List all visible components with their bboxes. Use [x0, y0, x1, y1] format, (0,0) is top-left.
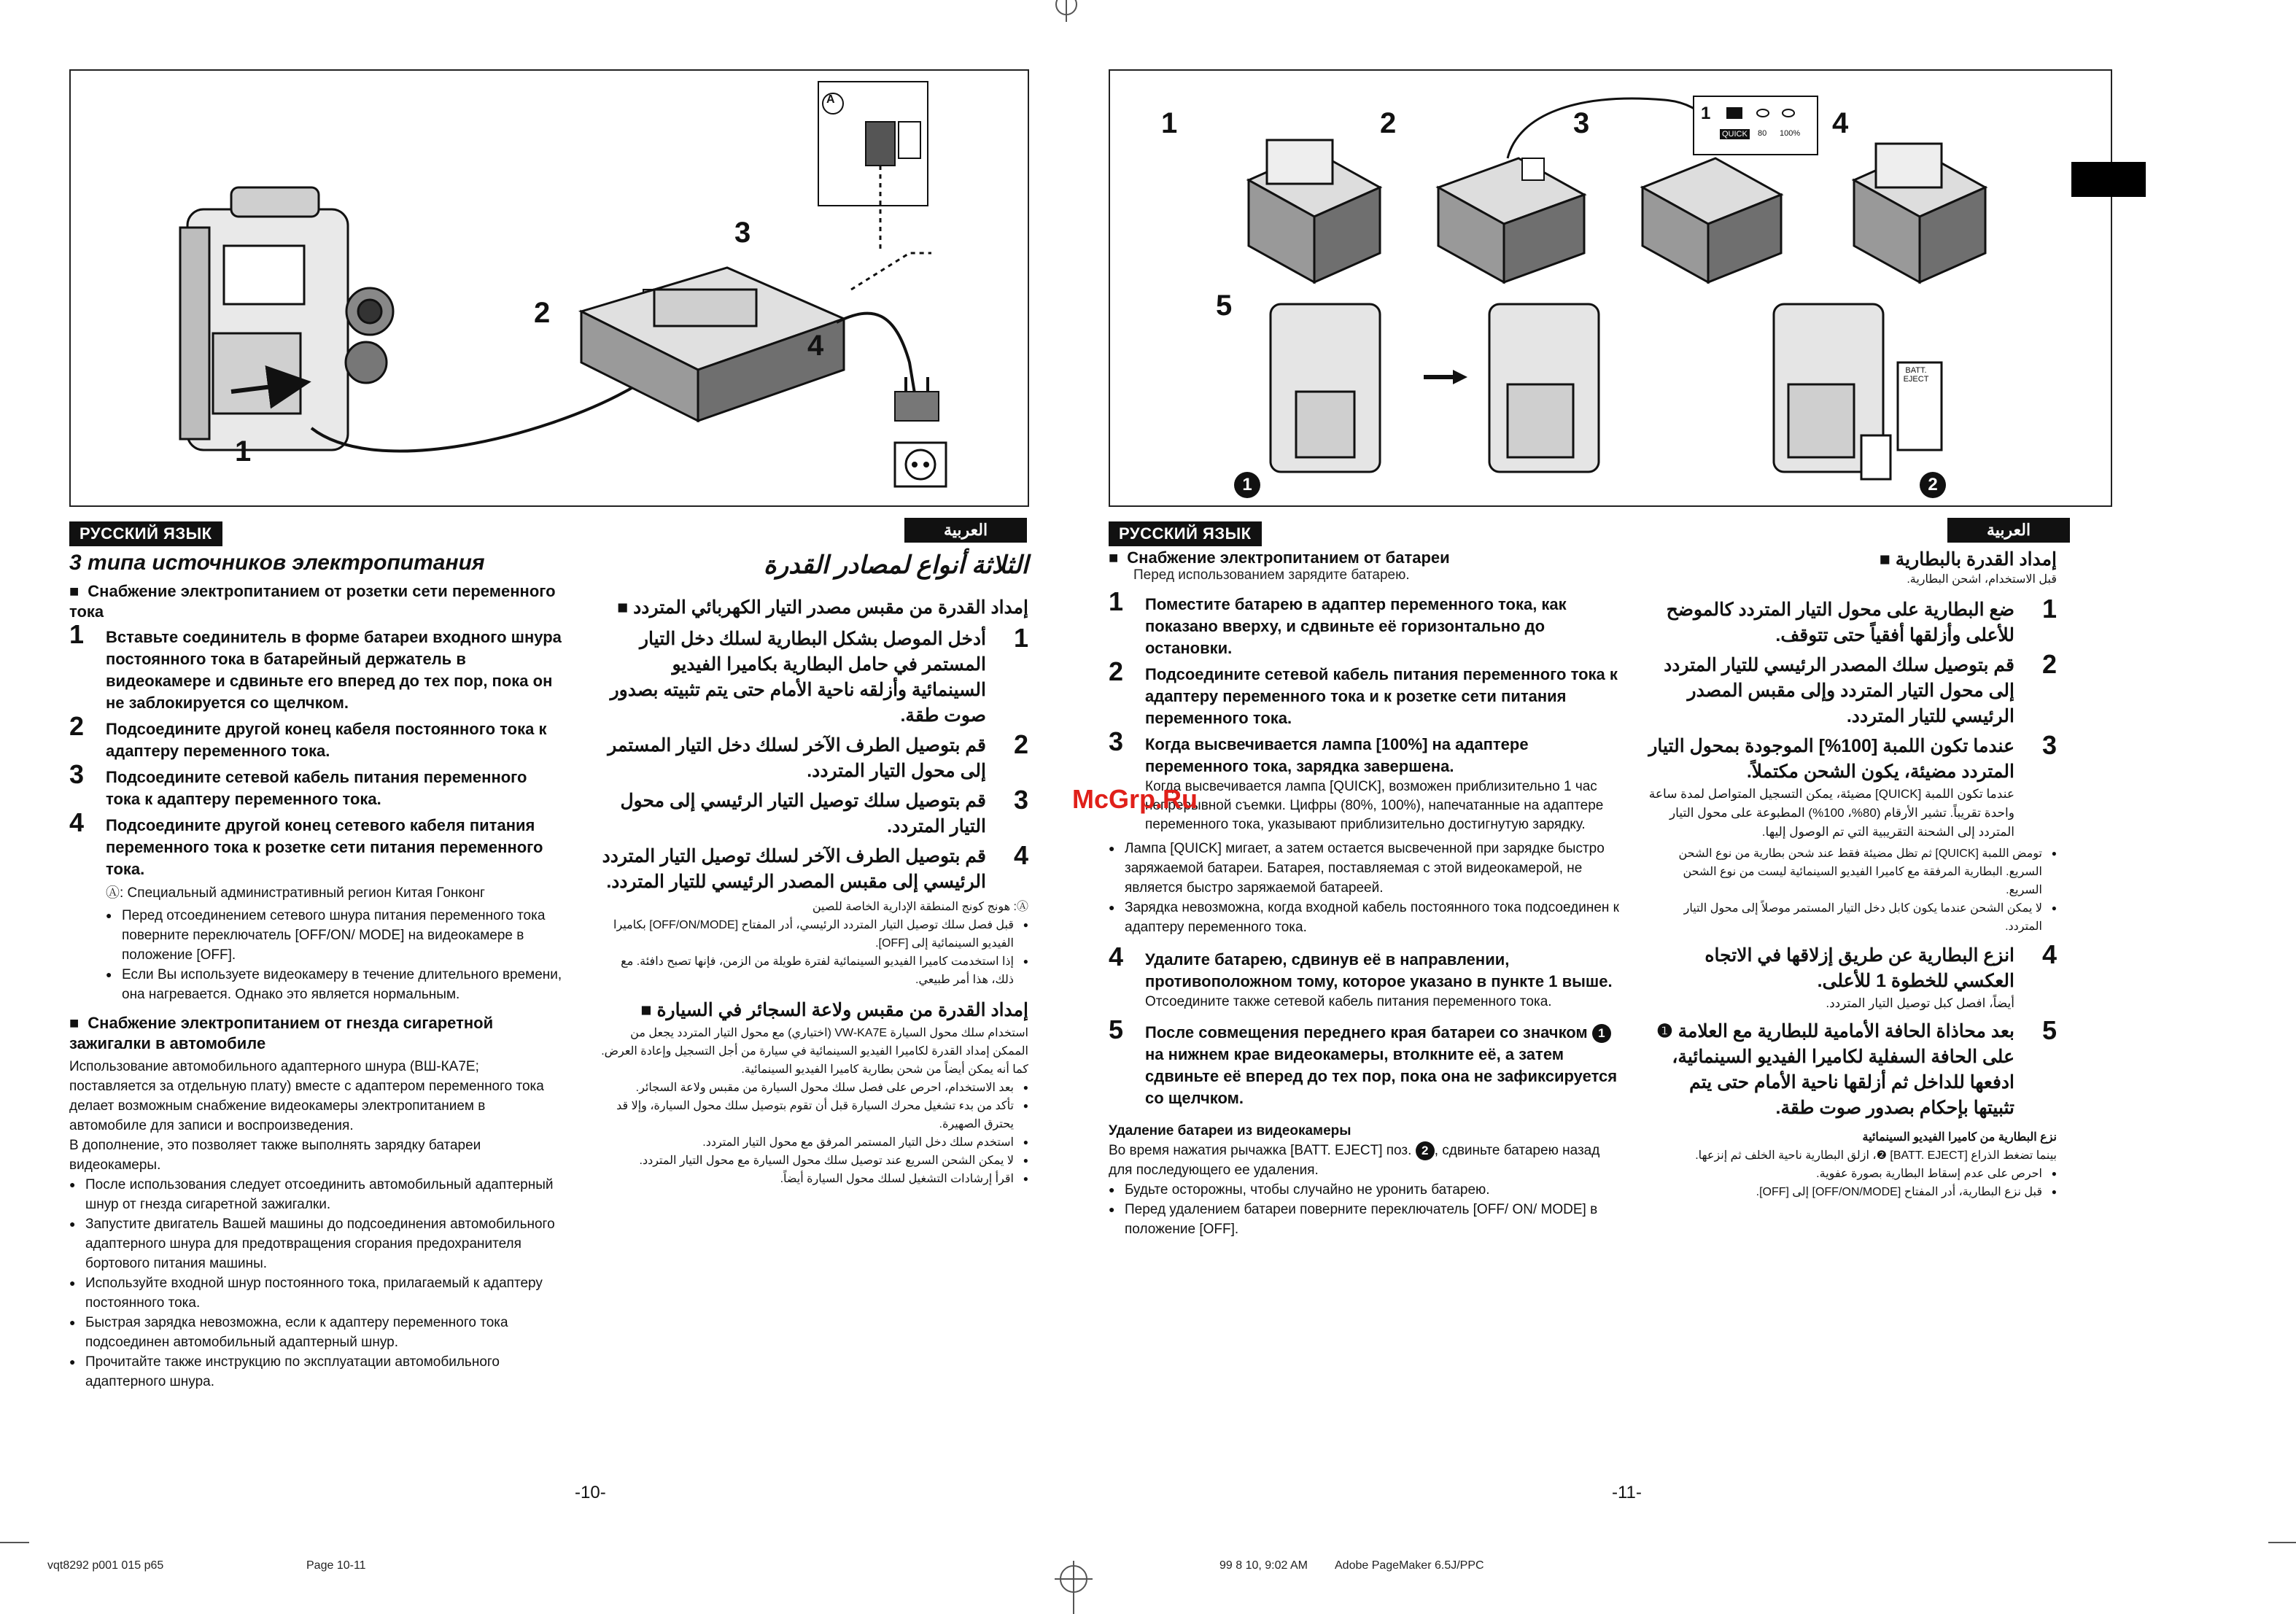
illustration-label-3: 3: [1573, 107, 1590, 139]
step-number: 5: [2041, 1015, 2057, 1045]
note-item: ● احرص على عدم إسقاط البطارية بصورة عفوية.: [1648, 1165, 2057, 1183]
marker-2-inline: 2: [1416, 1141, 1435, 1160]
step-text: Вставьте соединитель в форме батареи входного шнура постоянного тока в батарейный держатель в видеокамере и сдвиньте его вперед до тех пор, пока он не заблокируется со щелчком.: [106, 628, 562, 712]
step-text: قم بتوصيل الطرف الآخر لسلك دخل التيار المستمر إلى محول التيار المتردد.: [608, 735, 986, 781]
note-item: ● Используйте входной шнур постоянного тока, прилагаемый к адаптеру постоянного тока.: [69, 1273, 565, 1313]
lamp-panel-label-1: 1: [1701, 104, 1711, 123]
note-item: ● لا يمكن الشحن عندما يكون كابل دخل التيار المستمر موصلاً إلى محول التيار المتردد.: [1648, 899, 2057, 936]
step-text: Подсоедините сетевой кабель питания переменного тока к адаптеру переменного тока.: [106, 768, 527, 808]
step-text: Подсоедините другой конец сетевого кабеля питания переменного тока к розетке сети питания переменного тока.: [106, 816, 543, 878]
page-number-left: -10-: [575, 1483, 606, 1502]
step-number: 4: [1013, 840, 1028, 870]
arabic-car-paragraph: استخدام سلك محول السيارة VW-KA7E (اختياري) مع محول التيار المتردد يجعل من الممكن إمداد القدرة لكاميرا الفيديو السينمائية في سيارة من أجل التسجيل وإعادة العرض. كما أنه يمكن أيضاً من شحن بطارية كاميرا الفيديو السينمائية.: [601, 1027, 1028, 1076]
note-item: ● لا يمكن الشحن السريع عند توصيل سلك محول السيارة مع محول التيار المتردد.: [598, 1152, 1028, 1170]
car-paragraph-2: В дополнение, это позволяет также выполнять зарядку батареи видеокамеры.: [69, 1138, 481, 1173]
lamp-label-80: 80: [1758, 129, 1767, 138]
note-item: ● Если Вы используете видеокамеру в течение длительного времени, она нагревается. Однако это является нормальным.: [106, 965, 565, 1004]
step-number: 3: [69, 759, 85, 789]
step-text: بعد محاذاة الحافة الأمامية للبطارية مع العلامة ❶ على الحافة السفلية لكاميرا الفيديو السينمائية، ادفعها للداخل ثم أزلقها ناحية الأمام حتى يتم تثبيتها بإحكام بصدور صوت طقة.: [1656, 1021, 2014, 1118]
step-number: 2: [2041, 649, 2057, 679]
note-hong-kong: Ⓐ: Специальный административный регион Китая Гонконг: [106, 885, 485, 901]
arabic-section-battery: إمداد القدرة بالبطارية ■: [1648, 548, 2057, 570]
lamp-label-100: 100%: [1780, 129, 1801, 138]
step-text: قم بتوصيل سلك توصيل التيار الرئيسي إلى محول التيار المتردد.: [620, 791, 986, 837]
note-item: ● تأكد من بدء تشغيل محرك السيارة قبل أن تقوم بتوصيل سلك محول السيارة، وإلا قد يحترق الصهيرة.: [598, 1097, 1028, 1133]
footer-page: Page 10-11: [306, 1559, 366, 1572]
note-item: ● تومض اللمبة [QUICK] ثم تظل مضيئة فقط عند شحن بطارية من نوع الشحن السريع. البطارية المرفقة مع كاميرا الفيديو السينمائية ليست من نوع الشحن السريع.: [1648, 845, 2057, 899]
step-text: Когда высвечивается лампа [100%] на адаптере переменного тока, зарядка завершена.: [1145, 735, 1529, 775]
section-heading-battery: ■ Снабжение электропитанием от батареи: [1109, 548, 1626, 567]
step-number: 3: [1109, 726, 1124, 756]
note-item: ● قبل نزع البطارية، أدر المفتاح [OFF/ON/MODE] إلى [OFF].: [1648, 1183, 2057, 1201]
section-subtitle: Перед использованием зарядите батарею.: [1133, 567, 1410, 583]
illustration-label-a: A: [826, 93, 835, 106]
page-number-right: -11-: [1612, 1483, 1642, 1502]
note-item: ● Быстрая зарядка невозможна, если к адаптеру переменного тока подсоединен автомобильный адаптерный шнур.: [69, 1313, 565, 1352]
section-heading-ac: ■ Снабжение электропитанием от розетки сети переменного тока: [69, 581, 565, 622]
step-text: انزع البطارية عن طريق إزلاقها في الاتجاه العكسي للخطوة 1 للأعلى.: [1704, 945, 2014, 991]
step-text: Поместите батарею в адаптер переменного тока, как показано вверху, и сдвиньте её горизонтально до остановки.: [1145, 595, 1567, 657]
batt-eject-label: BATT. EJECT: [1903, 366, 1929, 384]
step-number: 3: [1013, 785, 1028, 815]
remove-text-a: Во время нажатия рычажка [BATT. EJECT] поз.: [1109, 1143, 1412, 1158]
step-note: أيضاً، افصل كبل توصيل التيار المتردد.: [1826, 996, 2014, 1010]
marker-1: 1: [1234, 472, 1260, 498]
step-number: 2: [1109, 656, 1124, 686]
footer-date: 99 8 10, 9:02 AM: [1219, 1559, 1308, 1572]
car-paragraph: Использование автомобильного адаптерного шнура (ВШ-КА7Е; поставляется за отдельную плату) вместе с адаптером переменного тока делает возможным снабжение видеокамеры электропитанием в автомобиле для записи и воспроизведения.: [69, 1059, 544, 1133]
step-text: Подсоедините другой конец кабеля постоянного тока к адаптеру переменного тока.: [106, 720, 547, 760]
note-item: ● قبل فصل سلك توصيل التيار المتردد الرئيسي، أدر المفتاح [OFF/ON/MODE] بكاميرا الفيديو السينمائية إلى [OFF].: [598, 916, 1028, 953]
lang-tag-russian: РУССКИЙ ЯЗЫК: [1109, 521, 1262, 546]
arabic-remove-heading: نزع البطارية من كاميرا الفيديو السينمائية: [1862, 1131, 2057, 1144]
note-item: ● Перед отсоединением сетевого шнура питания переменного тока поверните переключатель [OFF/ON/ MODE] на видеокамере в положение [OFF].: [106, 906, 565, 965]
lang-tag-russian: РУССКИЙ ЯЗЫК: [69, 521, 222, 546]
step-note: عندما تكون اللمبة [QUICK] مضيئة، يمكن التسجيل المتواصل لمدة ساعة واحدة تقريباً. تشير الأرقام (80%، 100%) المطبوعة على محول التيار المتردد إلى الشحنة التقريبية التي تم الوصول إليها.: [1648, 787, 2014, 839]
step-number: 1: [1013, 623, 1028, 653]
arabic-section-car: إمداد القدرة من مقبس ولاعة السجائر في السيارة ■: [598, 999, 1028, 1021]
lang-tag-arabic: العربية: [1947, 518, 2070, 543]
note-item: ● Запустите двигатель Вашей машины до подсоединения автомобильного адаптерного шнура для предотвращения сгорания предохранителя бортового питания машины.: [69, 1214, 565, 1273]
watermark: McGrp.Ru: [1072, 784, 1198, 814]
illustration-label-4: 4: [1832, 107, 1849, 139]
note-item: ● اقرأ إرشادات التشغيل لسلك محول السيارة أيضاً.: [598, 1170, 1028, 1188]
step-text: ضع البطارية على محول التيار المتردد كالموضح للأعلى وأزلقها أفقياً حتى تتوقف.: [1666, 600, 2014, 645]
step-number: 4: [2041, 939, 2057, 969]
note-item: ● Прочитайте также инструкцию по эксплуатации автомобильного адаптерного шнура.: [69, 1352, 565, 1392]
step-number: 2: [69, 711, 85, 741]
remove-text-b: , сдвиньте батарею назад для последующего ее удаления.: [1109, 1143, 1600, 1178]
marker-1-inline: 1: [1592, 1024, 1611, 1043]
step-number: 1: [2041, 594, 2057, 624]
step-text-a: После совмещения переднего края батареи со значком: [1145, 1023, 1588, 1041]
marker-2: 2: [1920, 472, 1946, 498]
illustration-label-1: 1: [235, 435, 252, 467]
arabic-section-ac: إمداد القدرة من مقبس مصدر التيار الكهربائي المتردد ■: [598, 594, 1028, 621]
page-title: 3 типа источников электропитания: [69, 551, 485, 575]
note-item: ● Зарядка невозможна, когда входной кабель постоянного тока подсоединен к адаптеру переменного тока.: [1109, 898, 1626, 937]
step-number: 1: [1109, 586, 1124, 616]
step-text: أدخل الموصل بشكل البطارية لسلك دخل التيار المستمر في حامل البطارية بكاميرا الفيديو السينمائية وأزلقه ناحية الأمام حتى يتم تثبيته بصدور صوت طقة.: [610, 629, 986, 726]
illustration-label-2: 2: [534, 297, 551, 329]
section-heading-car: ■ Снабжение электропитанием от гнезда сигаретной зажигалки в автомобиле: [69, 1013, 565, 1054]
step-text: Удалите батарею, сдвинув её в направлении, противоположном тому, которое указано в пункте 1 выше.: [1145, 950, 1613, 990]
remove-heading: Удаление батареи из видеокамеры: [1109, 1123, 1351, 1138]
step-note: Отсоедините также сетевой кабель питания переменного тока.: [1145, 994, 1552, 1009]
step-number: 2: [1013, 729, 1028, 759]
step-text: عندما تكون اللمبة [100%] الموجودة بمحول التيار المتردد مضيئة، يكون الشحن مكتملاً.: [1648, 736, 2014, 782]
note-item: ● استخدم سلك دخل التيار المستمر المرفق مع محول التيار المتردد.: [598, 1133, 1028, 1152]
step-number: 5: [1109, 1014, 1124, 1044]
note-item: ● بعد الاستخدام، احرص على فصل سلك محول السيارة من مقبس ولاعة السجائر.: [598, 1079, 1028, 1097]
note-item: ● После использования следует отсоединить автомобильный адаптерный шнур от гнезда сигаретной зажигалки.: [69, 1175, 565, 1214]
footer-app: Adobe PageMaker 6.5J/PPC: [1335, 1559, 1484, 1572]
arabic-remove-text: بينما تضغط الذراع [BATT. EJECT] ❷، ازلق البطارية ناحية الخلف ثم إنزعها.: [1695, 1149, 2057, 1162]
lamp-label-quick: QUICK: [1720, 129, 1750, 139]
note-item: ● Перед удалением батареи поверните переключатель [OFF/ ON/ MODE] в положение [OFF].: [1109, 1200, 1626, 1239]
lang-tag-arabic: العربية: [904, 518, 1027, 543]
step-text: قم بتوصيل الطرف الآخر لسلك توصيل التيار المتردد الرئيسي إلى مقبس المصدر الرئيسي للتيار المتردد.: [602, 846, 986, 892]
illustration-label-3: 3: [734, 217, 751, 249]
step-number: 1: [69, 619, 85, 649]
illustration-label-1: 1: [1161, 107, 1178, 139]
step-text-b: на нижнем крае видеокамеры, втолкните её, а затем сдвиньте её вперед до тех пор, пока она не зафиксируется со щелчком.: [1145, 1045, 1618, 1107]
step-text: قم بتوصيل سلك المصدر الرئيسي للتيار المتردد إلى محول التيار المتردد وإلى مقبس المصدر الرئيسي للتيار المتردد.: [1664, 655, 2014, 726]
note-item: ● إذا استخدمت كاميرا الفيديو السينمائية لفترة طويلة من الزمن، فإنها تصبح دافئة. مع ذلك، هذا أمر طبيعي.: [598, 953, 1028, 989]
arabic-note-hong-kong: Ⓐ: هونج كونج المنطقة الإدارية الخاصة للصين: [812, 901, 1028, 913]
step-note: Когда высвечивается лампа [QUICK], возможен приблизительно 1 час непрерывной съемки. Цифры (80%, 100%), напечатанные на адаптере переменного тока, указывают приблизительно достигнутую зарядку.: [1145, 779, 1604, 832]
arabic-title: الثلاثة أنواع لمصادر القدرة: [763, 551, 1028, 579]
illustration-label-5: 5: [1216, 290, 1233, 322]
illustration-label-4: 4: [807, 330, 824, 362]
step-number: 4: [69, 807, 85, 837]
footer-file: vqt8292 p001 015 p65: [47, 1559, 164, 1572]
step-number: 3: [2041, 730, 2057, 760]
note-item: ● Лампа [QUICK] мигает, а затем остается высвеченной при зарядке быстро заряжаемой батареи. Батарея, поставляемая с этой видеокамерой, не является быстро заряжаемой батареей.: [1109, 839, 1626, 898]
step-number: 4: [1109, 942, 1124, 971]
step-text: Подсоедините сетевой кабель питания переменного тока к адаптеру переменного тока и к розетке сети питания переменного тока.: [1145, 665, 1618, 727]
illustration-label-2: 2: [1380, 107, 1397, 139]
note-item: ● Будьте осторожны, чтобы случайно не уронить батарею.: [1109, 1180, 1626, 1200]
arabic-section-subtitle: قبل الاستخدام، اشحن البطارية.: [1907, 573, 2057, 586]
